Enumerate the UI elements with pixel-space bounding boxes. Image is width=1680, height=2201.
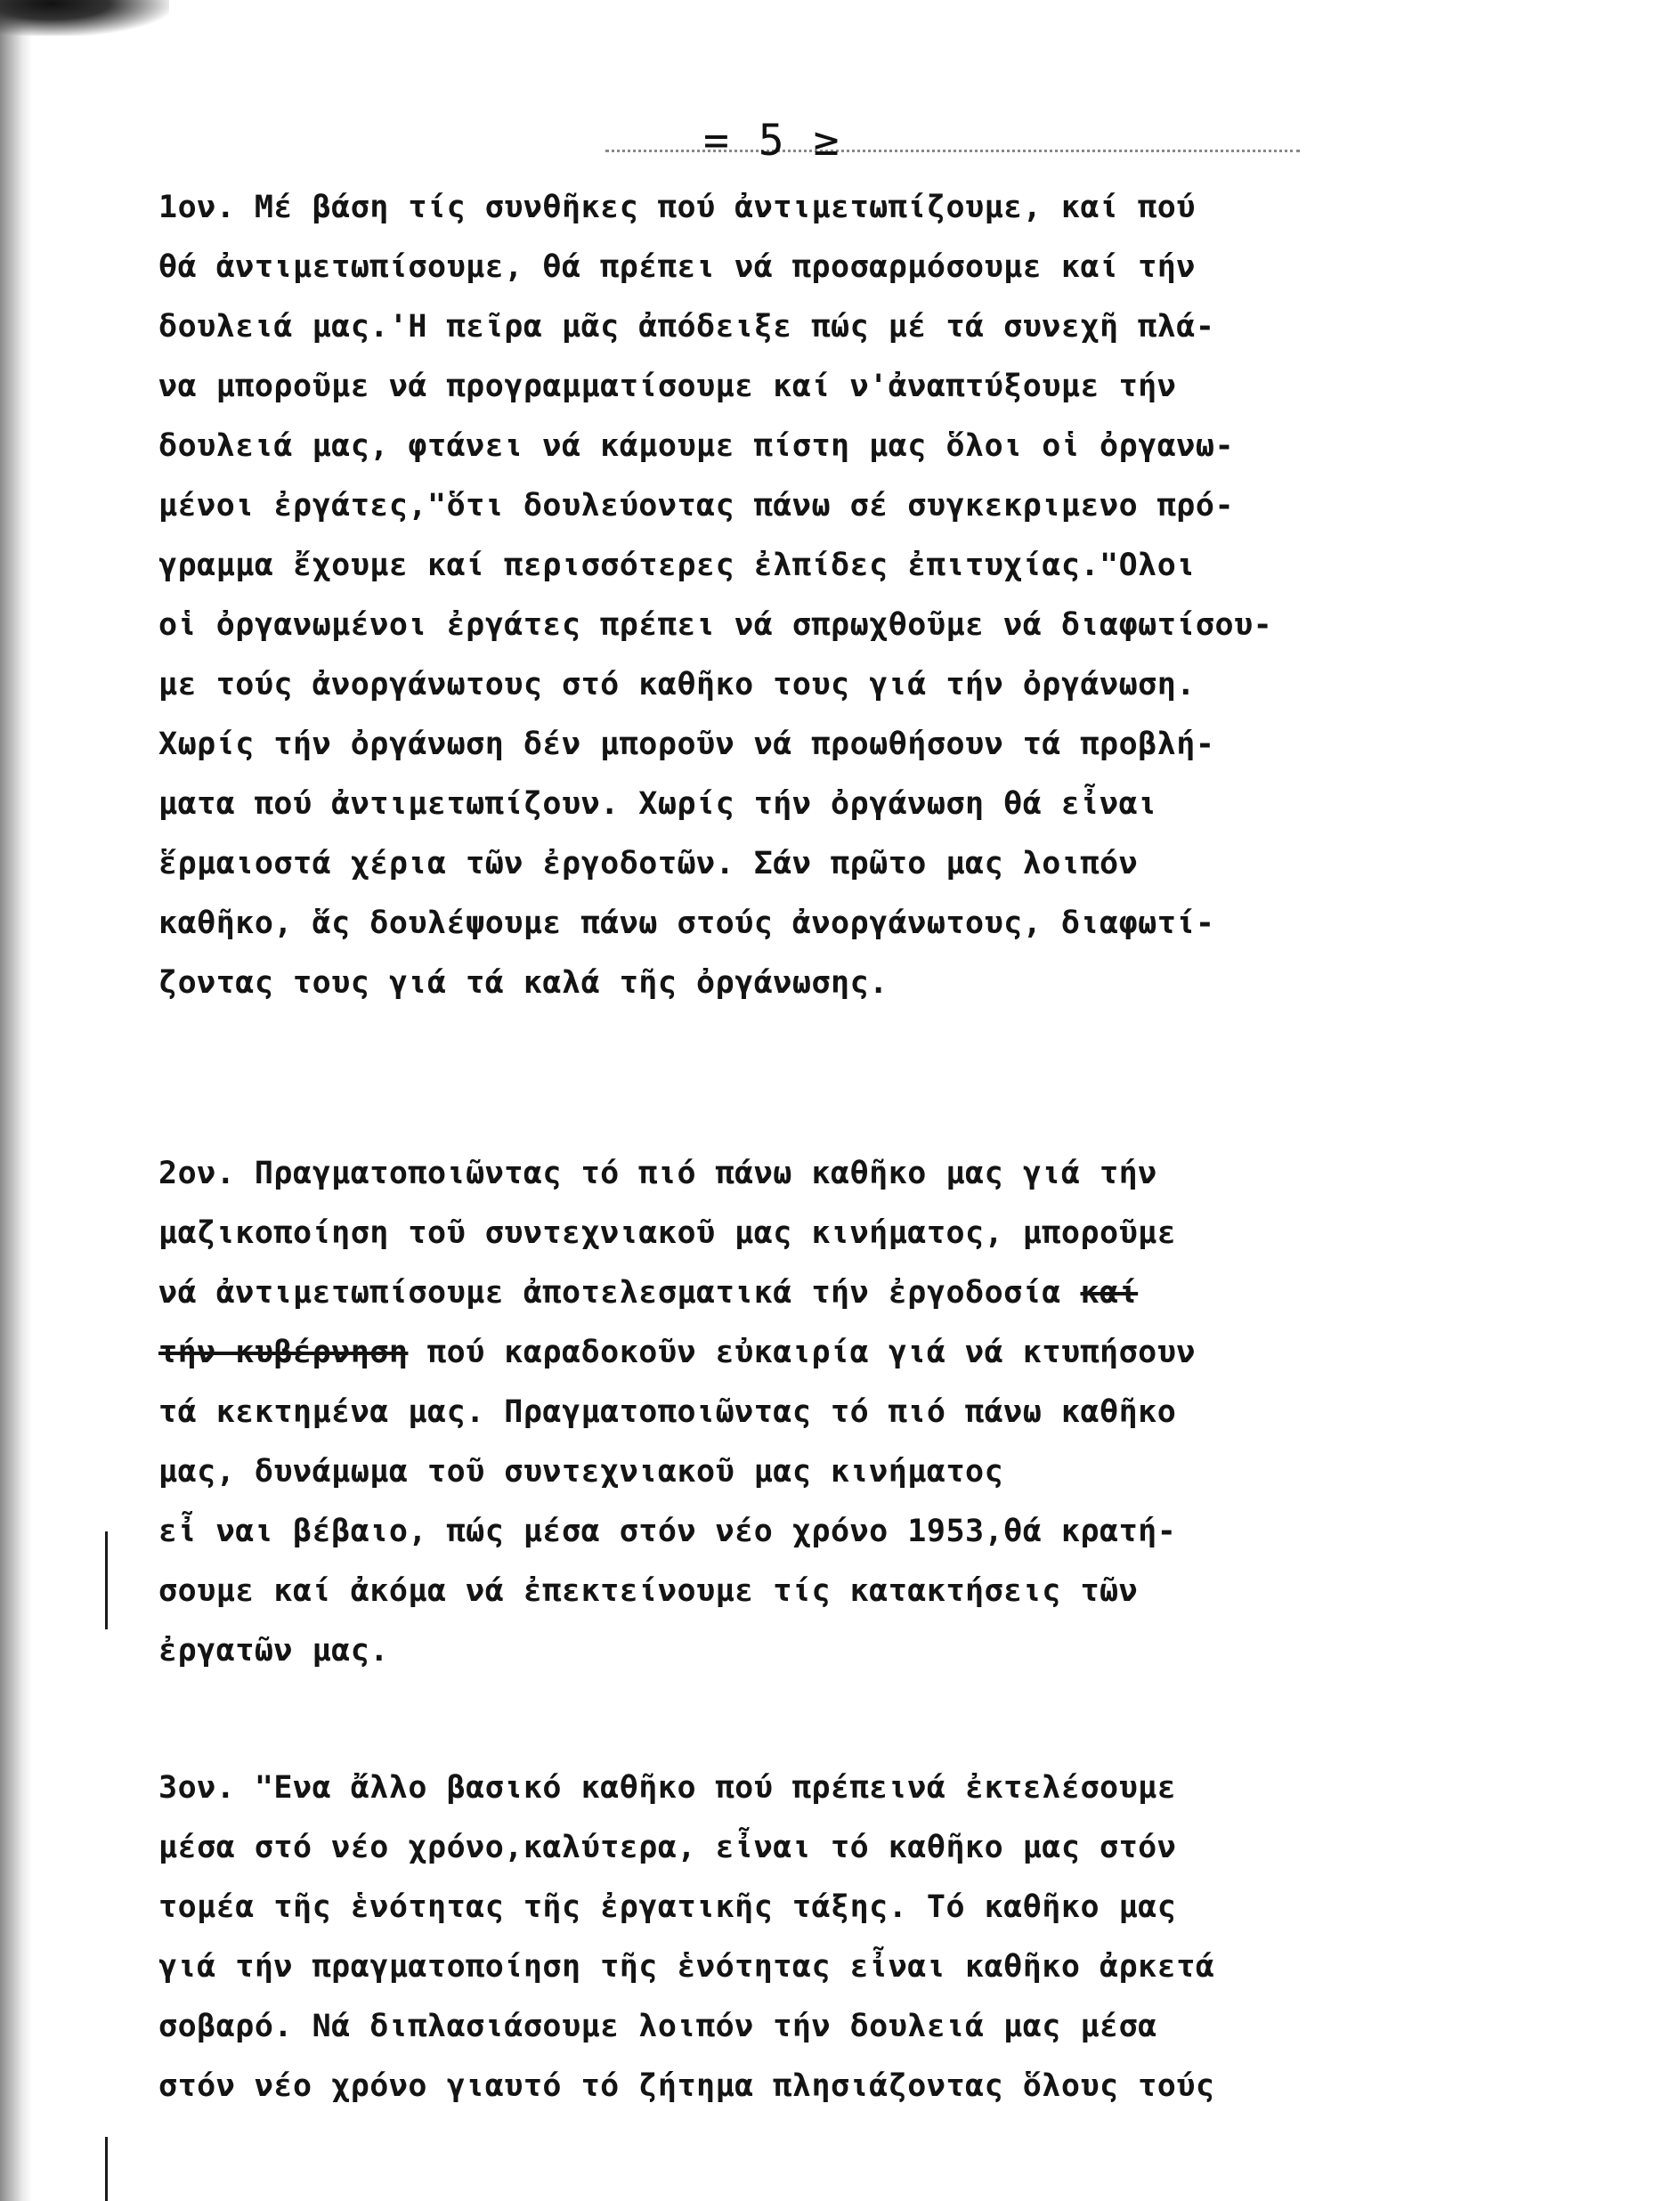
text-segment: πού καραδοκοῦν εὐκαιρία γιά νά κτυπήσουν (427, 1335, 1196, 1370)
text-segment: νά ἀντιμετωπίσουμε ἀποτελεσματικά τήν ἐργοδοσία (158, 1275, 1061, 1311)
text-line: γιά τήν πραγματοποίηση τῆς ἑνότητας εἶναι καθῆκο ἀρκετά (158, 1949, 1215, 1985)
scan-edge-shadow (0, 0, 32, 2201)
paragraph-1 (158, 178, 1663, 1013)
text-line: 3ον. "Ενα ἄλλο βασικό καθῆκο πού πρέπεινά ἐκτελέσουμε (158, 1770, 1177, 1806)
text-line (158, 1323, 1663, 1383)
text-line: θά ἀντιμετωπίσουμε, θά πρέπει νά προσαρμόσουμε καί τήν (158, 249, 1196, 285)
text-line: ἕρμαιοστά χέρια τῶν ἐργοδοτῶν. Σάν πρῶτο μας λοιπόν (158, 846, 1139, 881)
struck-text: τήν κυβέρνηση (158, 1335, 409, 1370)
paragraph-3 (158, 1758, 1663, 2116)
text-line: ἐργατῶν μας. (158, 1633, 389, 1669)
text-line: 1ον. Μέ βάση τίς συνθῆκες πού ἀντιμετωπίζουμε, καί πού (158, 190, 1196, 225)
struck-text: καί (1080, 1275, 1139, 1311)
text-line: μέσα στό νέο χρόνο,καλύτερα, εἶναι τό καθῆκο μας στόν (158, 1830, 1177, 1865)
text-line: εἶ ναι βέβαιο, πώς μέσα στόν νέο χρόνο 1953,θά κρατή- (158, 1514, 1177, 1549)
scan-ink-blot (0, 0, 169, 36)
text-line: γραμμα ἔχουμε καί περισσότερες ἐλπίδες ἐπιτυχίας."Ολοι (158, 548, 1196, 583)
text-line: ματα πού ἀντιμετωπίζουν. Χωρίς τήν ὀργάνωση θά εἶναι (158, 786, 1157, 822)
text-line: δουλειά μας, φτάνει νά κάμουμε πίστη μας ὅλοι οἱ ὀργανω- (158, 428, 1235, 464)
text-line: σουμε καί ἀκόμα νά ἐπεκτείνουμε τίς κατακτήσεις τῶν (158, 1573, 1139, 1609)
text-line (158, 1263, 1663, 1323)
text-line: δουλειά μας.'Η πεῖρα μᾶς ἀπόδειξε πώς μέ τά συνεχῆ πλά- (158, 309, 1215, 345)
text-line: να μποροῦμε νά προγραμματίσουμε καί ν'ἀναπτύξουμε τήν (158, 369, 1177, 404)
text-line: 2ον. Πραγματοποιῶντας τό πιό πάνω καθῆκο μας γιά τήν (158, 1156, 1157, 1191)
margin-mark (105, 1531, 108, 1629)
text-line: μαζικοποίηση τοῦ συντεχνιακοῦ μας κινήματος, μποροῦμε (158, 1215, 1177, 1251)
text-line: μένοι ἐργάτες,"ὅτι δουλεύοντας πάνω σέ συγκεκριμενο πρό- (158, 488, 1235, 524)
text-line: καθῆκο, ἅς δουλέψουμε πάνω στούς ἀνοργάνωτους, διαφωτί- (158, 906, 1215, 941)
paragraph-2 (158, 1144, 1663, 1681)
text-line: στόν νέο χρόνο γιαυτό τό ζήτημα πλησιάζοντας ὅλους τούς (158, 2068, 1215, 2104)
text-line: οἱ ὀργανωμένοι ἐργάτες πρέπει νά σπρωχθοῦμε νά διαφωτίσου- (158, 607, 1273, 643)
text-line: Χωρίς τήν ὀργάνωση δέν μποροῦν νά προωθήσουν τά προβλή- (158, 727, 1215, 762)
margin-mark (105, 2137, 108, 2201)
text-line: ζοντας τους γιά τά καλά τῆς ὀργάνωσης. (158, 965, 889, 1001)
text-line: σοβαρό. Νά διπλασιάσουμε λοιπόν τήν δουλειά μας μέσα (158, 2009, 1157, 2044)
text-line: τά κεκτημένα μας. Πραγματοποιῶντας τό πιό πάνω καθῆκο (158, 1394, 1177, 1430)
text-line: μας, δυνάμωμα τοῦ συντεχνιακοῦ μας κινήματος (158, 1454, 1004, 1490)
text-line: με τούς ἀνοργάνωτους στό καθῆκο τους γιά τήν ὀργάνωση. (158, 667, 1196, 703)
text-line: τομέα τῆς ἑνότητας τῆς ἐργατικῆς τάξης. Τό καθῆκο μας (158, 1889, 1177, 1925)
page-number: = 5 ≥ (703, 116, 841, 166)
